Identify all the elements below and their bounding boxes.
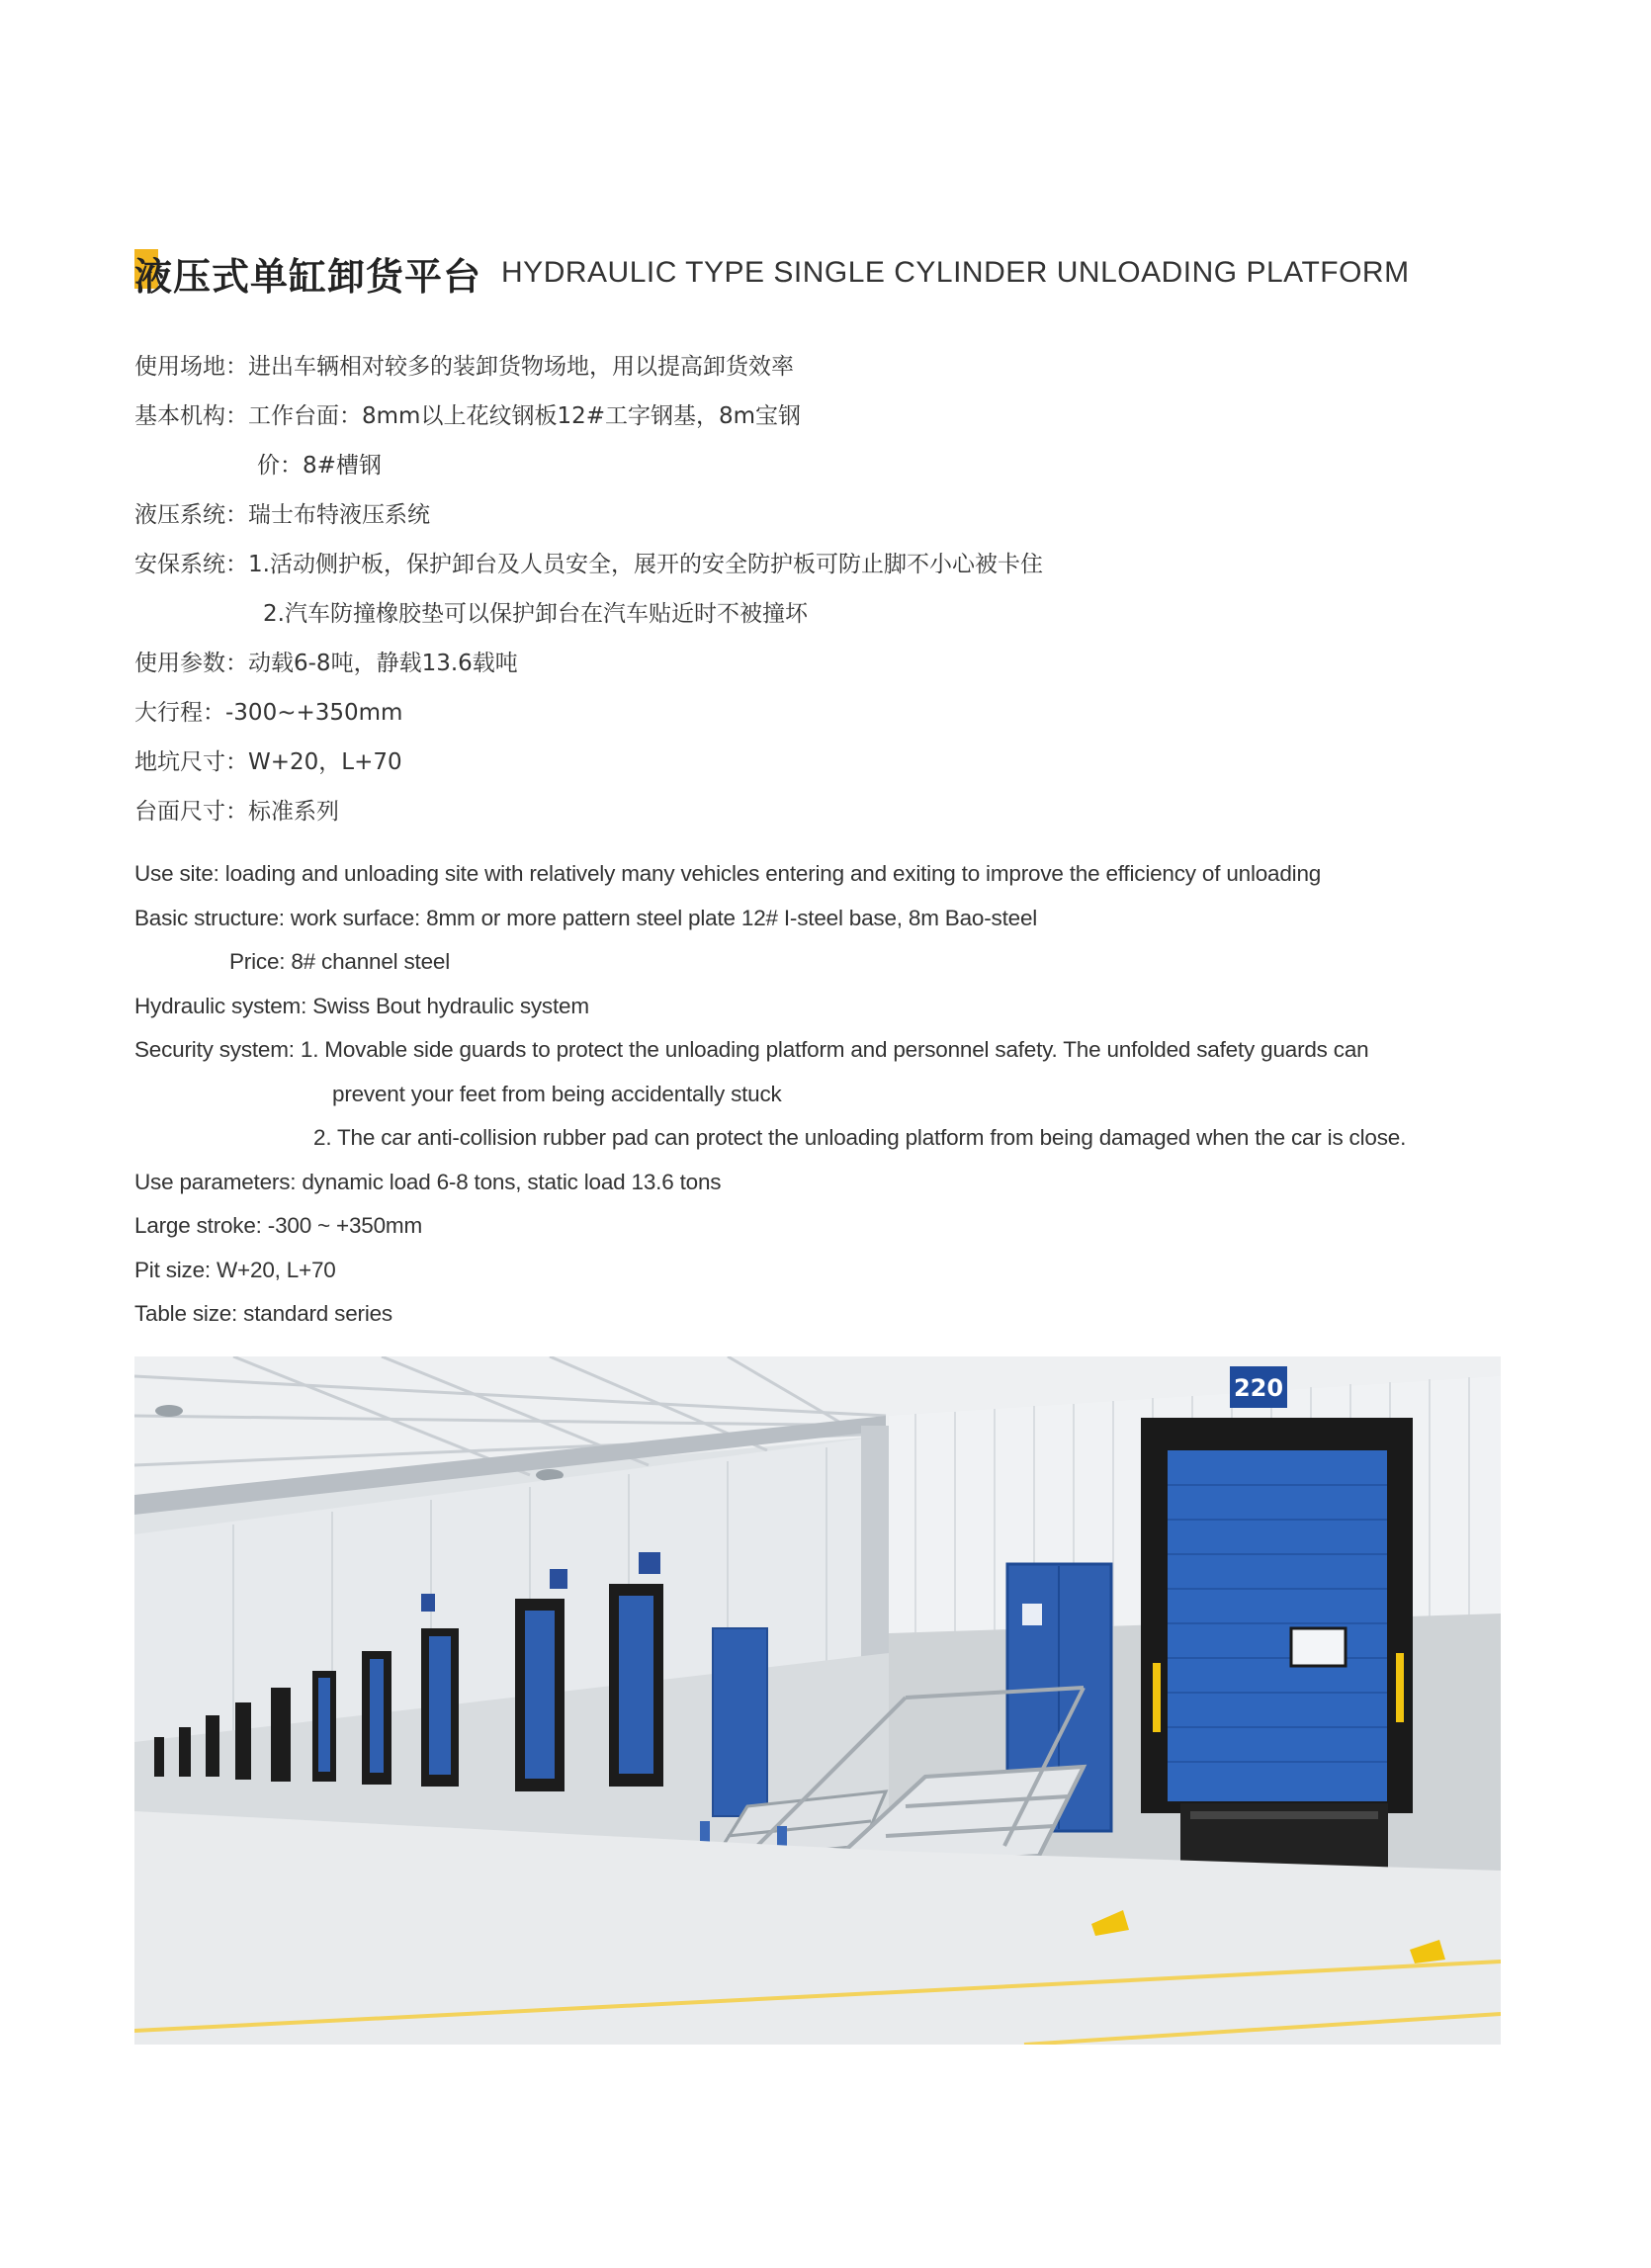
en-price: Price: 8# channel steel bbox=[229, 949, 451, 974]
english-spec-list bbox=[134, 852, 1538, 1337]
cn-hydraulic-system: 液压系统：瑞士布特液压系统 bbox=[134, 502, 430, 528]
loading-dock-photo bbox=[134, 1356, 1501, 2045]
cn-pit-size: 地坑尺寸：W+20，L+70 bbox=[134, 749, 402, 775]
en-use-parameters: Use parameters: dynamic load 6-8 tons, static load 13.6 tons bbox=[134, 1169, 722, 1194]
en-security-system-item2: 2. The car anti-collision rubber pad can protect the unloading platform from being damaged when the car is close. bbox=[313, 1125, 1407, 1150]
cn-basic-structure: 基本机构：工作台面：8mm以上花纹钢板12#工字钢基，8m宝钢 bbox=[134, 403, 802, 429]
cn-security-system-cont: 2.汽车防撞橡胶垫可以保护卸台在汽车贴近时不被撞坏 bbox=[263, 601, 808, 627]
cn-table-size: 台面尺寸：标准系列 bbox=[134, 799, 339, 825]
loading-dock-illustration bbox=[134, 1356, 1501, 2045]
cn-use-parameters: 使用参数：动载6-8吨，静载13.6载吨 bbox=[134, 651, 518, 676]
cn-basic-structure-cont: 价：8#槽钢 bbox=[257, 453, 382, 479]
door-number-220: 220 bbox=[1233, 1374, 1284, 1402]
chinese-spec-list bbox=[134, 342, 1519, 836]
en-hydraulic-system: Hydraulic system: Swiss Bout hydraulic system bbox=[134, 993, 589, 1018]
en-table-size: Table size: standard series bbox=[134, 1301, 392, 1326]
en-security-system-cont: prevent your feet from being accidentally stuck bbox=[332, 1081, 782, 1106]
en-basic-structure: Basic structure: work surface: 8mm or more pattern steel plate 12# I-steel base, 8m Bao-steel bbox=[134, 905, 1038, 930]
cn-use-site: 使用场地：进出车辆相对较多的装卸货物场地，用以提高卸货效率 bbox=[134, 354, 794, 380]
page-title bbox=[134, 245, 1410, 301]
en-large-stroke: Large stroke: -300 ~ +350mm bbox=[134, 1213, 423, 1238]
cn-security-system: 安保系统：1.活动侧护板，保护卸台及人员安全，展开的安全防护板可防止脚不小心被卡住 bbox=[134, 552, 1043, 577]
en-security-system: Security system: 1. Movable side guards to protect the unloading platform and personnel safety. The unfolded safety guards can bbox=[134, 1037, 1369, 1062]
title-english: HYDRAULIC TYPE SINGLE CYLINDER UNLOADING PLATFORM bbox=[501, 256, 1410, 289]
title-chinese: 液压式单缸卸货平台 bbox=[134, 254, 482, 299]
en-use-site: Use site: loading and unloading site with relatively many vehicles entering and exiting to improve the efficiency of unloading bbox=[134, 861, 1322, 886]
en-pit-size: Pit size: W+20, L+70 bbox=[134, 1257, 336, 1282]
cn-large-stroke: 大行程：-300~+350mm bbox=[134, 700, 403, 726]
